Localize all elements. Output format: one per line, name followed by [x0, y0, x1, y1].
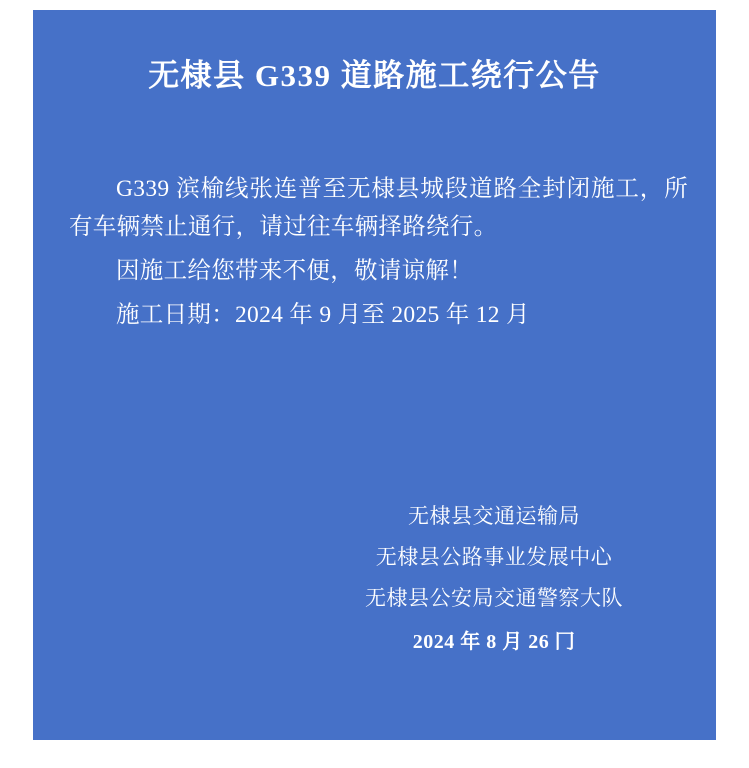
signature-line-3: 无棣县公安局交通警察大队 [365, 586, 623, 611]
notice-poster [33, 10, 716, 740]
notice-body [33, 170, 716, 334]
signature-line-2: 无棣县公路事业发展中心 [375, 545, 613, 570]
page-title: 无棣县 G339 道路施工绕行公告 [148, 58, 601, 93]
signature-date: 2024 年 8 月 26 冂 [412, 631, 576, 653]
notice-paragraph-1: G339 滨榆线张连普至无棣县城段道路全封闭施工，所有车辆禁止通行，请过往车辆择路绕行。 [69, 176, 688, 241]
signature-line-1: 无棣县交通运输局 [408, 504, 580, 529]
notice-paragraph-3: 施工日期：2024 年 9 月至 2025 年 12 月 [116, 302, 530, 329]
notice-paragraph-2: 因施工给您带来不便，敬请谅解！ [116, 258, 473, 285]
signature-block [314, 496, 674, 662]
